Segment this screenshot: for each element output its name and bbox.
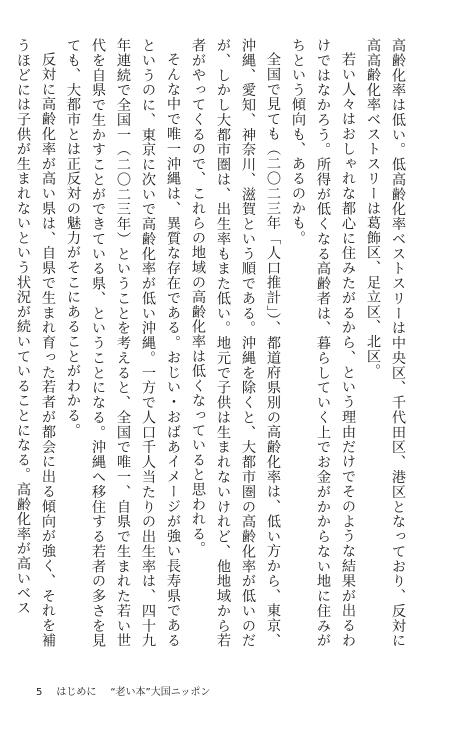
book-title: “老い本”大国ニッポン bbox=[110, 687, 211, 698]
paragraph-4: そんな中で唯一沖縄は、異質な存在である。おじい・おばあイメージが強い長寿県であるというのに、東京に次いで高齢化率が低い沖縄。一方で人口千人当たりの出生率は、四十九年連続で全国一（二〇二三年）ということを考えると、全国で唯一、自県で生まれた若い世代を自県で生かすことができている県、ということになる。沖縄へ移住する若者の多さを見ても、大都市とは正反対の魅力がそこにあることがわかる。 bbox=[65, 38, 181, 648]
page-footer bbox=[36, 683, 210, 698]
paragraph-1: 高齢化率は低い。低高齢化率ベストスリーは中央区、千代田区、港区となっており、反対に高高齢化率ベストスリーは葛飾区、足立区、北区。 bbox=[365, 38, 406, 648]
paragraph-3: 全国で見ても（二〇二三年「人口推計」）、都道府県別の高齢化率は、低い方から、東京、沖縄、愛知、神奈川、滋賀という順である。沖縄を除くと、大都市圏の高齢化率が低いのだが、しかし大都市圏は、出生率もまた低い。地元で子供は生まれないけれど、他地域から若者がやってくるので、これらの地域の高齢化率は低くなっていると思われる。 bbox=[190, 38, 281, 648]
section-label: はじめに bbox=[56, 687, 97, 698]
page-number: 5 bbox=[36, 687, 43, 698]
body-text bbox=[15, 38, 410, 648]
paragraph-5: 反対に高齢化率が高い県は、自県で生まれ育った若者が都会に出る傾向が強く、それを補うほどには子供が生まれないという状況が続いていることになる。高齢化率が高いベス bbox=[15, 38, 56, 648]
paragraph-2: 若い人々はおしゃれな都心に住みたがるから、という理由だけでそのような結果が出るわけではなかろう。所得が低くなる高齢者は、暮らしていく上でお金がかからない地に住みがちという傾向も、あるのかも。 bbox=[290, 38, 356, 648]
